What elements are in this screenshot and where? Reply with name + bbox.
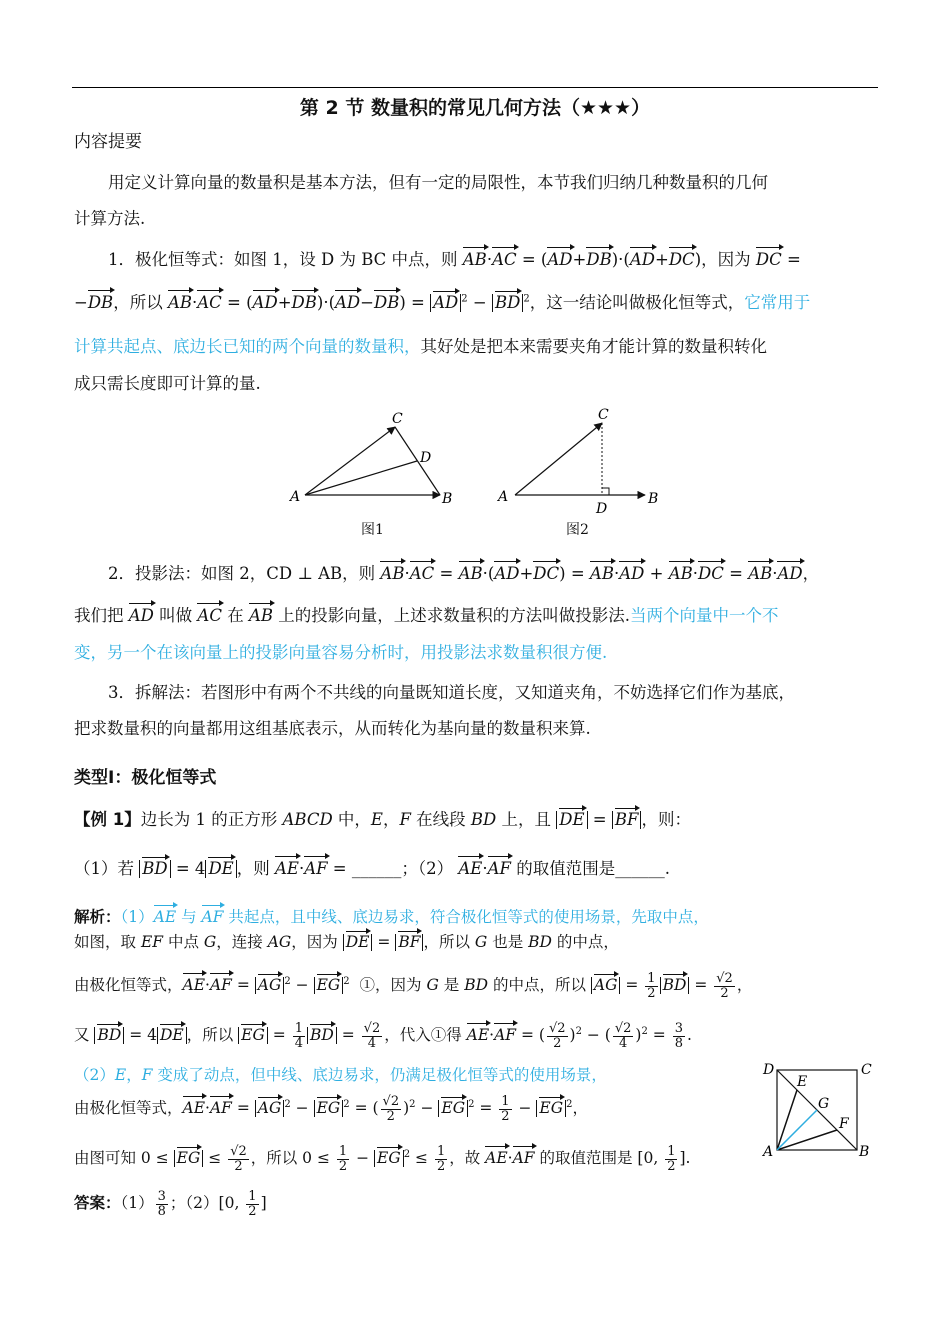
sol-line-3: 由极化恒等式，AE·AF = AG $^2$ − EG $^2$ ①，因为 G 是 BD 的中点，所以 AG = $\frac{1}{2}$ BD = $\frac{√2}{2}$ ， bbox=[74, 971, 753, 1001]
figure-square bbox=[755, 1058, 880, 1163]
fig2-vector-ac bbox=[515, 423, 602, 495]
m2-text: 我们把 AD 叫做 AC 在 AB 上的投影向量，上述求数量积的方法叫做投影法. bbox=[74, 606, 630, 625]
fig2-caption: 图2 bbox=[566, 522, 589, 538]
sol-line-4: 又 BD = 4 DE ，所以 EG = $\frac{1}{4}$ BD = $\frac{√2}{4}$ ，代入①得 AE·AF = ( $\frac{√2}{2}$ )$^2$ − ( $\frac{√2}{4}$ )$^2$ = $\frac{3}{8}$ . bbox=[74, 1021, 692, 1051]
sq-label-e: E bbox=[797, 1074, 808, 1090]
page-title: 第 2 节 数量积的常见几何方法（★★★） bbox=[299, 97, 651, 119]
m1-line-3 bbox=[74, 337, 880, 357]
top-rule bbox=[72, 87, 878, 88]
m3-line-1: 3．拆解法：若图形中有两个不共线的向量既知道长度，又知道夹角，不妨选择它们作为基底， bbox=[108, 683, 795, 702]
type-1-heading: 类型Ⅰ：极化恒等式 bbox=[74, 768, 217, 788]
sol-line-1: 解析：（1）AE 与 AF 共起点，且中线、底边易求，符合极化恒等式的使用场景，先取中点， bbox=[74, 908, 709, 926]
sol-line-7: 由图可知 0 ≤ EG ≤ $\frac{√2}{2}$ ，所以 0 ≤ $\frac{1}{2}$ − EG $^2$ ≤ $\frac{1}{2}$ ，故 AE·AF 的取值范围是 [0, $\frac{1}{2}$ ]. bbox=[74, 1144, 691, 1174]
sol-label: 解析： bbox=[74, 908, 121, 926]
m2-blue-1: 当两个向量中一个不 bbox=[630, 606, 779, 625]
m1-because: ，因为 DC = bbox=[701, 250, 801, 269]
fig2-label-d: D bbox=[596, 501, 608, 517]
fig1-segment-ad bbox=[305, 461, 417, 495]
sol-line-2: 如图，取 EF 中点 G，连接 AG，因为 DE = BF ，所以 G 也是 BD 的中点， bbox=[74, 933, 619, 951]
fig1-vector-ac bbox=[305, 427, 395, 495]
intro-line-2: 计算方法. bbox=[74, 209, 146, 228]
fig1-caption: 图1 bbox=[361, 522, 384, 538]
m1-blue-2: 计算共起点、底边长已知的两个向量的数量积， bbox=[74, 337, 421, 356]
sq-label-f: F bbox=[839, 1116, 849, 1132]
m1-line-4: 成只需长度即可计算的量. bbox=[74, 374, 261, 393]
fig2-label-b: B bbox=[648, 491, 659, 507]
ex1-tag: 【例 1】 bbox=[74, 810, 141, 829]
fig2-right-angle-mark bbox=[602, 488, 609, 495]
m1-eq1: AB·AC = (AD+DB)·(AD+DC) bbox=[462, 250, 702, 269]
m2-line-2 bbox=[74, 606, 880, 626]
sol-line-5: （2）E，F 变成了动点，但中线、底边易求，仍满足极化恒等式的使用场景， bbox=[74, 1066, 607, 1084]
figure-1 bbox=[280, 405, 460, 515]
ex1-question: （1）若 BD = 4 DE ，则 AE·AF = ______；（2） AE·AF 的取值范围是______. bbox=[74, 859, 670, 878]
sq-label-d: D bbox=[763, 1062, 775, 1078]
sq-label-b: B bbox=[859, 1144, 870, 1160]
fig1-label-a: A bbox=[290, 489, 301, 505]
m1-eq2: −DB，所以 AB·AC = (AD+DB)·(AD−DB) = AD $^2$ − BD $^2$ bbox=[74, 293, 530, 312]
m1-conclusion: ，这一结论叫做极化恒等式， bbox=[529, 293, 745, 312]
sq-label-c: C bbox=[861, 1062, 872, 1078]
m1-line-2 bbox=[74, 293, 880, 313]
summary-heading: 内容提要 bbox=[74, 132, 142, 152]
ex1-stem: 【例 1】边长为 1 的正方形 ABCD 中，E，F 在线段 BD 上，且 DE = BF ，则： bbox=[74, 810, 691, 829]
m2-line-1 bbox=[108, 564, 880, 584]
m1-blue-1: 它常用于 bbox=[744, 293, 811, 312]
m2-lead: 2．投影法：如图 2，CD ⊥ AB，则 bbox=[108, 564, 376, 583]
sol-line-6: 由极化恒等式，AE·AF = AG $^2$ − EG $^2$ = ( $\frac{√2}{2}$ )$^2$ − EG $^2$ = $\frac{1}{2}$ − EG $^2$， bbox=[74, 1094, 589, 1124]
m1-lead: 1．极化恒等式：如图 1，设 D 为 BC 中点，则 bbox=[108, 250, 458, 269]
fig2-label-a: A bbox=[498, 489, 509, 505]
m1-line-1 bbox=[108, 250, 880, 270]
sq-label-a: A bbox=[763, 1144, 774, 1160]
fig1-label-d: D bbox=[420, 450, 432, 466]
m2-eq: AB·AC = AB·(AD+DC) = AB·AD + AB·DC = AB·AD， bbox=[380, 564, 820, 583]
fig2-label-c: C bbox=[598, 407, 609, 423]
m1-tail: 其好处是把本来需要夹角才能计算的数量积转化 bbox=[420, 337, 767, 356]
intro-line-1: 用定义计算向量的数量积是基本方法，但有一定的局限性，本节我们归纳几种数量积的几何 bbox=[108, 173, 768, 192]
answer-line: 答案：（1） $\frac{3}{8}$ ；（2）[0, $\frac{1}{2}$ ] bbox=[74, 1189, 267, 1219]
fig1-label-c: C bbox=[392, 411, 403, 427]
sq-label-g: G bbox=[818, 1096, 830, 1112]
m2-blue-2: 变，另一个在该向量上的投影向量容易分析时，用投影法求数量积很方便. bbox=[74, 643, 608, 662]
answer-label: 答案： bbox=[74, 1194, 121, 1213]
figure-2 bbox=[490, 405, 670, 520]
fig1-label-b: B bbox=[442, 491, 453, 507]
m3-line-2: 把求数量积的向量都用这组基底表示，从而转化为基向量的数量积来算. bbox=[74, 719, 591, 738]
fig1-segment-cb bbox=[395, 427, 440, 495]
